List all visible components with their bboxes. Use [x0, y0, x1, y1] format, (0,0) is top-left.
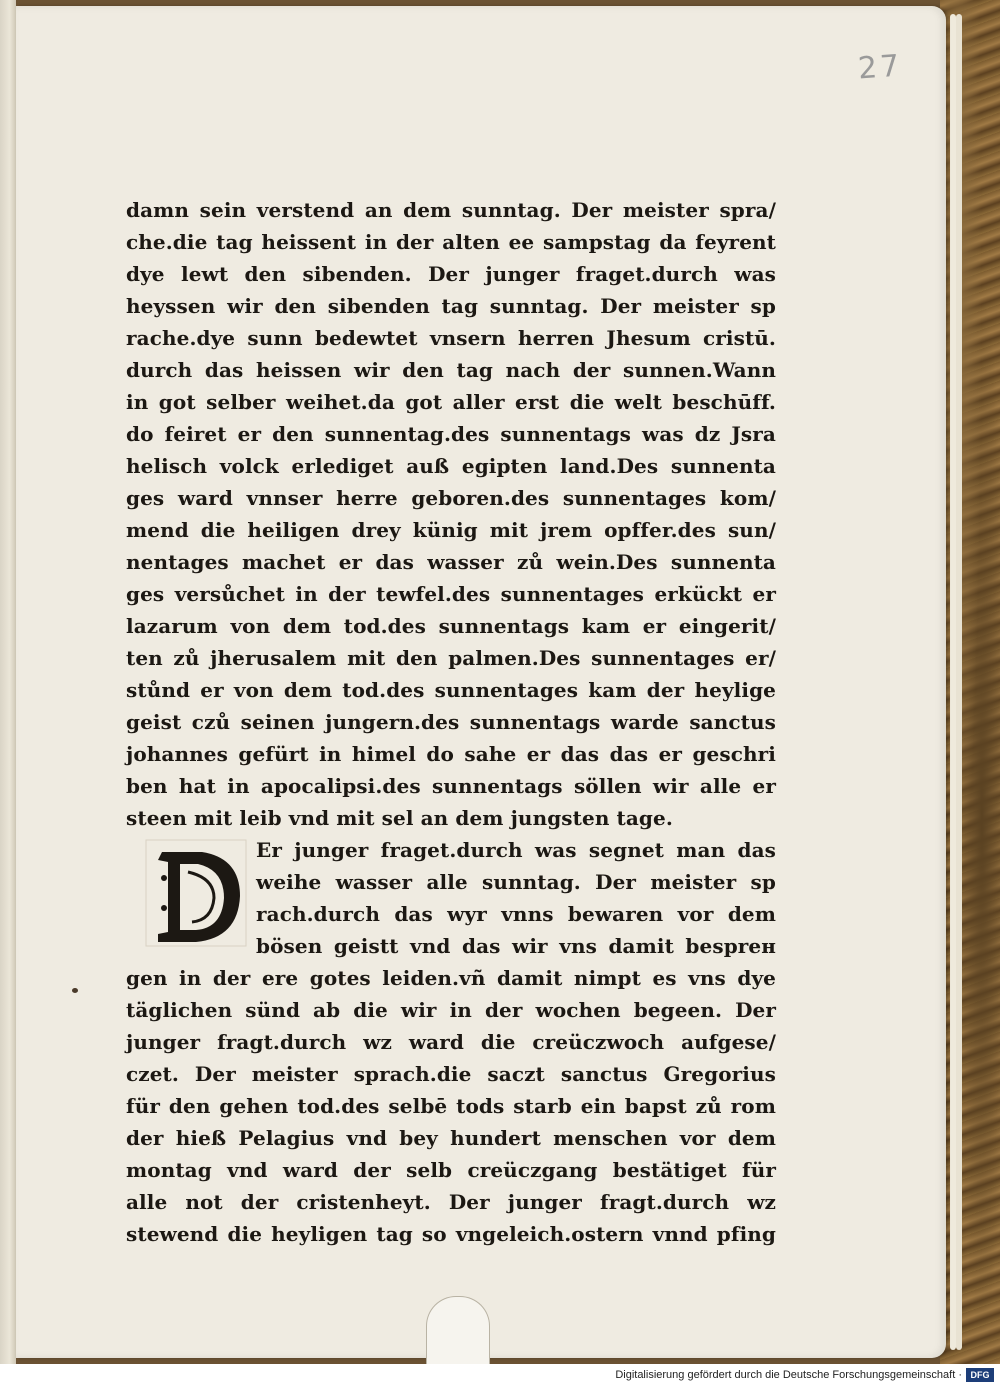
text-line: täglichen sünd ab die wir in der wochen begeen. Der	[126, 998, 776, 1022]
paragraph-after-initial	[126, 962, 776, 1250]
text-line: stůnd er von dem tod.des sunnentages kam der heylige	[126, 678, 776, 702]
text-line: dye lewt den sibenden. Der junger fraget.durch was	[126, 262, 776, 286]
text-line: ten zů jherusalem mit den palmen.Des sunnentages er/	[126, 646, 776, 670]
marbled-book-cover	[940, 0, 1000, 1364]
text-line: mend die heiligen drey künig mit jrem opffer.des sun/	[126, 518, 776, 542]
footer-bar	[0, 1364, 1000, 1389]
text-line: do feiret er den sunnentag.des sunnentags was dz Jsra	[126, 422, 776, 446]
text-line: steen mit leib vnd mit sel an dem jungsten tage.	[126, 806, 673, 830]
text-line: geist czů seinen jungern.des sunnentags warde sanctus	[126, 710, 776, 734]
initial-section	[126, 834, 776, 962]
text-line: montag vnd ward der selb creüczgang bestätiget für	[126, 1158, 776, 1182]
text-line: johannes gefürt in himel do sahe er das das er geschri	[126, 742, 776, 766]
handwritten-page-number: 27	[856, 48, 904, 87]
text-line: ben hat in apocalipsi.des sunnentags söllen wir alle er	[126, 774, 776, 798]
dfg-logo-icon: DFG	[966, 1368, 994, 1382]
left-page-edge	[0, 0, 16, 1364]
blackletter-text-block	[126, 194, 776, 1250]
text-line: rach.durch das wyr vnns bewaren vor dem	[256, 902, 776, 926]
text-line: che.die tag heissent in der alten ee sampstag da feyrent	[126, 230, 776, 254]
text-line: für den gehen tod.des selbē tods starb ein bapst zů rom	[126, 1094, 776, 1118]
text-line: gen in der ere gotes leiden.vñ damit nimpt es vns dye	[126, 966, 776, 990]
text-line: czet. Der meister sprach.die saczt sanctus Gregorius	[126, 1062, 776, 1086]
text-line: weihe wasser alle sunntag. Der meister sp	[256, 870, 776, 894]
text-line: bösen geistt vnd das wir vns damit besprен	[256, 934, 776, 958]
dfg-credit-text: Digitalisierung gefördert durch die Deutsche Forschungsgemeinschaft ·	[615, 1369, 962, 1381]
text-line: Er junger fraget.durch was segnet man das	[256, 838, 776, 862]
text-line: rache.dye sunn bedewtet vnsern herren Jhesum cristū.	[126, 326, 776, 350]
text-line: ges ward vnnser herre geboren.des sunnentages kom/	[126, 486, 776, 510]
text-line: lazarum von dem tod.des sunnentags kam er eingerit/	[126, 614, 776, 638]
text-line: heyssen wir den sibenden tag sunntag. Der meister sp	[126, 294, 776, 318]
text-line: durch das heissen wir den tag nach der sunnen.Wann	[126, 358, 776, 382]
book-leaf	[16, 6, 946, 1358]
text-line: stewend die heyligen tag so vngeleich.ostern vnnd pfing	[126, 1222, 776, 1246]
text-line: junger fragt.durch wz ward die creüczwoch aufgese/	[126, 1030, 776, 1054]
decorated-initial-d	[144, 838, 248, 948]
paragraph-before-initial	[126, 194, 776, 834]
text-line: in got selber weihet.da got aller erst die welt beschūff.	[126, 390, 776, 414]
ink-spot	[72, 988, 78, 993]
text-line: nentages machet er das wasser zů wein.Des sunnenta	[126, 550, 776, 574]
text-line: helisch volck erlediget auß egipten land.Des sunnenta	[126, 454, 776, 478]
text-line: damn sein verstend an dem sunntag. Der meister spra/	[126, 198, 776, 222]
paper-tab	[426, 1296, 490, 1364]
page-edge-stack	[956, 14, 962, 1350]
text-line: ges versůchet in der tewfel.des sunnentages erkückt er	[126, 582, 776, 606]
text-line: alle not der cristenheyt. Der junger fragt.durch wz	[126, 1190, 776, 1214]
text-line: der hieß Pelagius vnd bey hundert menschen vor dem	[126, 1126, 776, 1150]
